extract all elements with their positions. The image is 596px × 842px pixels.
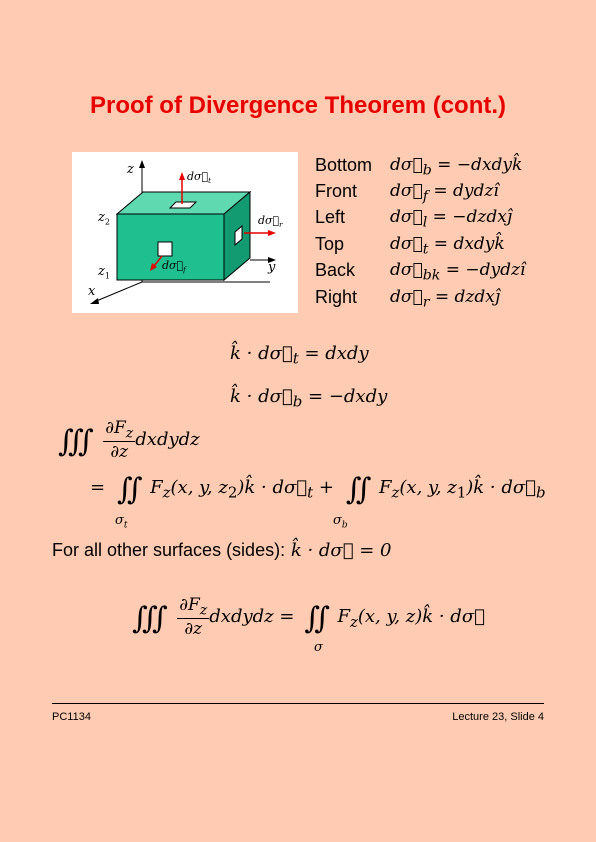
- surface-eq-left: $d\sigma⃗_l$ = −dzdxĵ: [390, 207, 513, 231]
- sides-statement: For all other surfaces (sides): k̂ · dσ⃗ = 0: [52, 540, 392, 561]
- eq-k-dot-sigma-t: k̂ · $d\sigma⃗_t$ = dxdy: [230, 343, 369, 368]
- limit-sigma-b: $\sigma_b$: [333, 513, 348, 531]
- surface-label-back: Back: [315, 260, 356, 280]
- slide-title: Proof of Divergence Theorem (cont.): [89, 92, 507, 119]
- top-vector-label: $d\sigma⃗_t$: [187, 170, 211, 186]
- right-vector-label: $d\sigma⃗_r$: [258, 214, 283, 230]
- surface-label-top: Top: [315, 234, 345, 254]
- eq-divergence-result: ∭ $\frac{\partial F_z}{\partial z}$ dxdydz = ∬ $F_z(x$, y, z)k̂ · dσ⃗: [132, 595, 485, 640]
- surface-eq-top: $d\sigma⃗_t$ = dxdyk̂: [390, 234, 505, 258]
- x-axis-label: x: [88, 284, 96, 299]
- footer-divider: [52, 703, 544, 704]
- eq-surface-split: = ∬ $F_z(x$, y, $z_2)k̂$ · $d\sigma⃗_t$ + ∬ $F_z(x$, y, $z_1)k̂$ · $d\sigma⃗_b$: [90, 472, 546, 507]
- surface-label-right: Right: [315, 287, 358, 307]
- front-vector-label: $d\sigma⃗_f$: [162, 259, 186, 275]
- eq-triple-integral-lhs: ∭ $\frac{\partial F_z}{\partial z}$ dxdydz: [58, 418, 200, 463]
- surface-eq-right: $d\sigma⃗_r$ = dzdxĵ: [390, 287, 501, 311]
- front-patch: [158, 242, 172, 256]
- z-axis-label: z: [127, 162, 134, 177]
- surface-eq-front: $d\sigma⃗_f$ = dydzî: [390, 181, 499, 205]
- surface-label-front: Front: [315, 181, 358, 201]
- y-axis-label: y: [268, 260, 276, 275]
- x-axis: [94, 282, 142, 302]
- surface-eq-bottom: $d\sigma⃗_b$ = −dxdyk̂: [390, 155, 523, 179]
- limit-sigma: σ: [314, 640, 323, 655]
- cube-figure: [72, 152, 298, 313]
- slide-number: Lecture 23, Slide 4: [452, 711, 544, 723]
- limit-sigma-t: $\sigma_t$: [115, 513, 128, 531]
- z2-label: $z_2$: [98, 210, 110, 227]
- course-code: PC1134: [52, 711, 91, 723]
- surface-label-bottom: Bottom: [315, 155, 373, 175]
- surface-eq-back: $d\sigma⃗_{bk}$ = −dydzî: [390, 260, 526, 284]
- surface-label-left: Left: [315, 207, 346, 227]
- z-axis-arrowhead: [139, 160, 145, 168]
- cube-diagram: [72, 152, 298, 313]
- eq-k-dot-sigma-b: k̂ · $d\sigma⃗_b$ = −dxdy: [230, 386, 388, 411]
- z1-label: $z_1$: [98, 264, 110, 281]
